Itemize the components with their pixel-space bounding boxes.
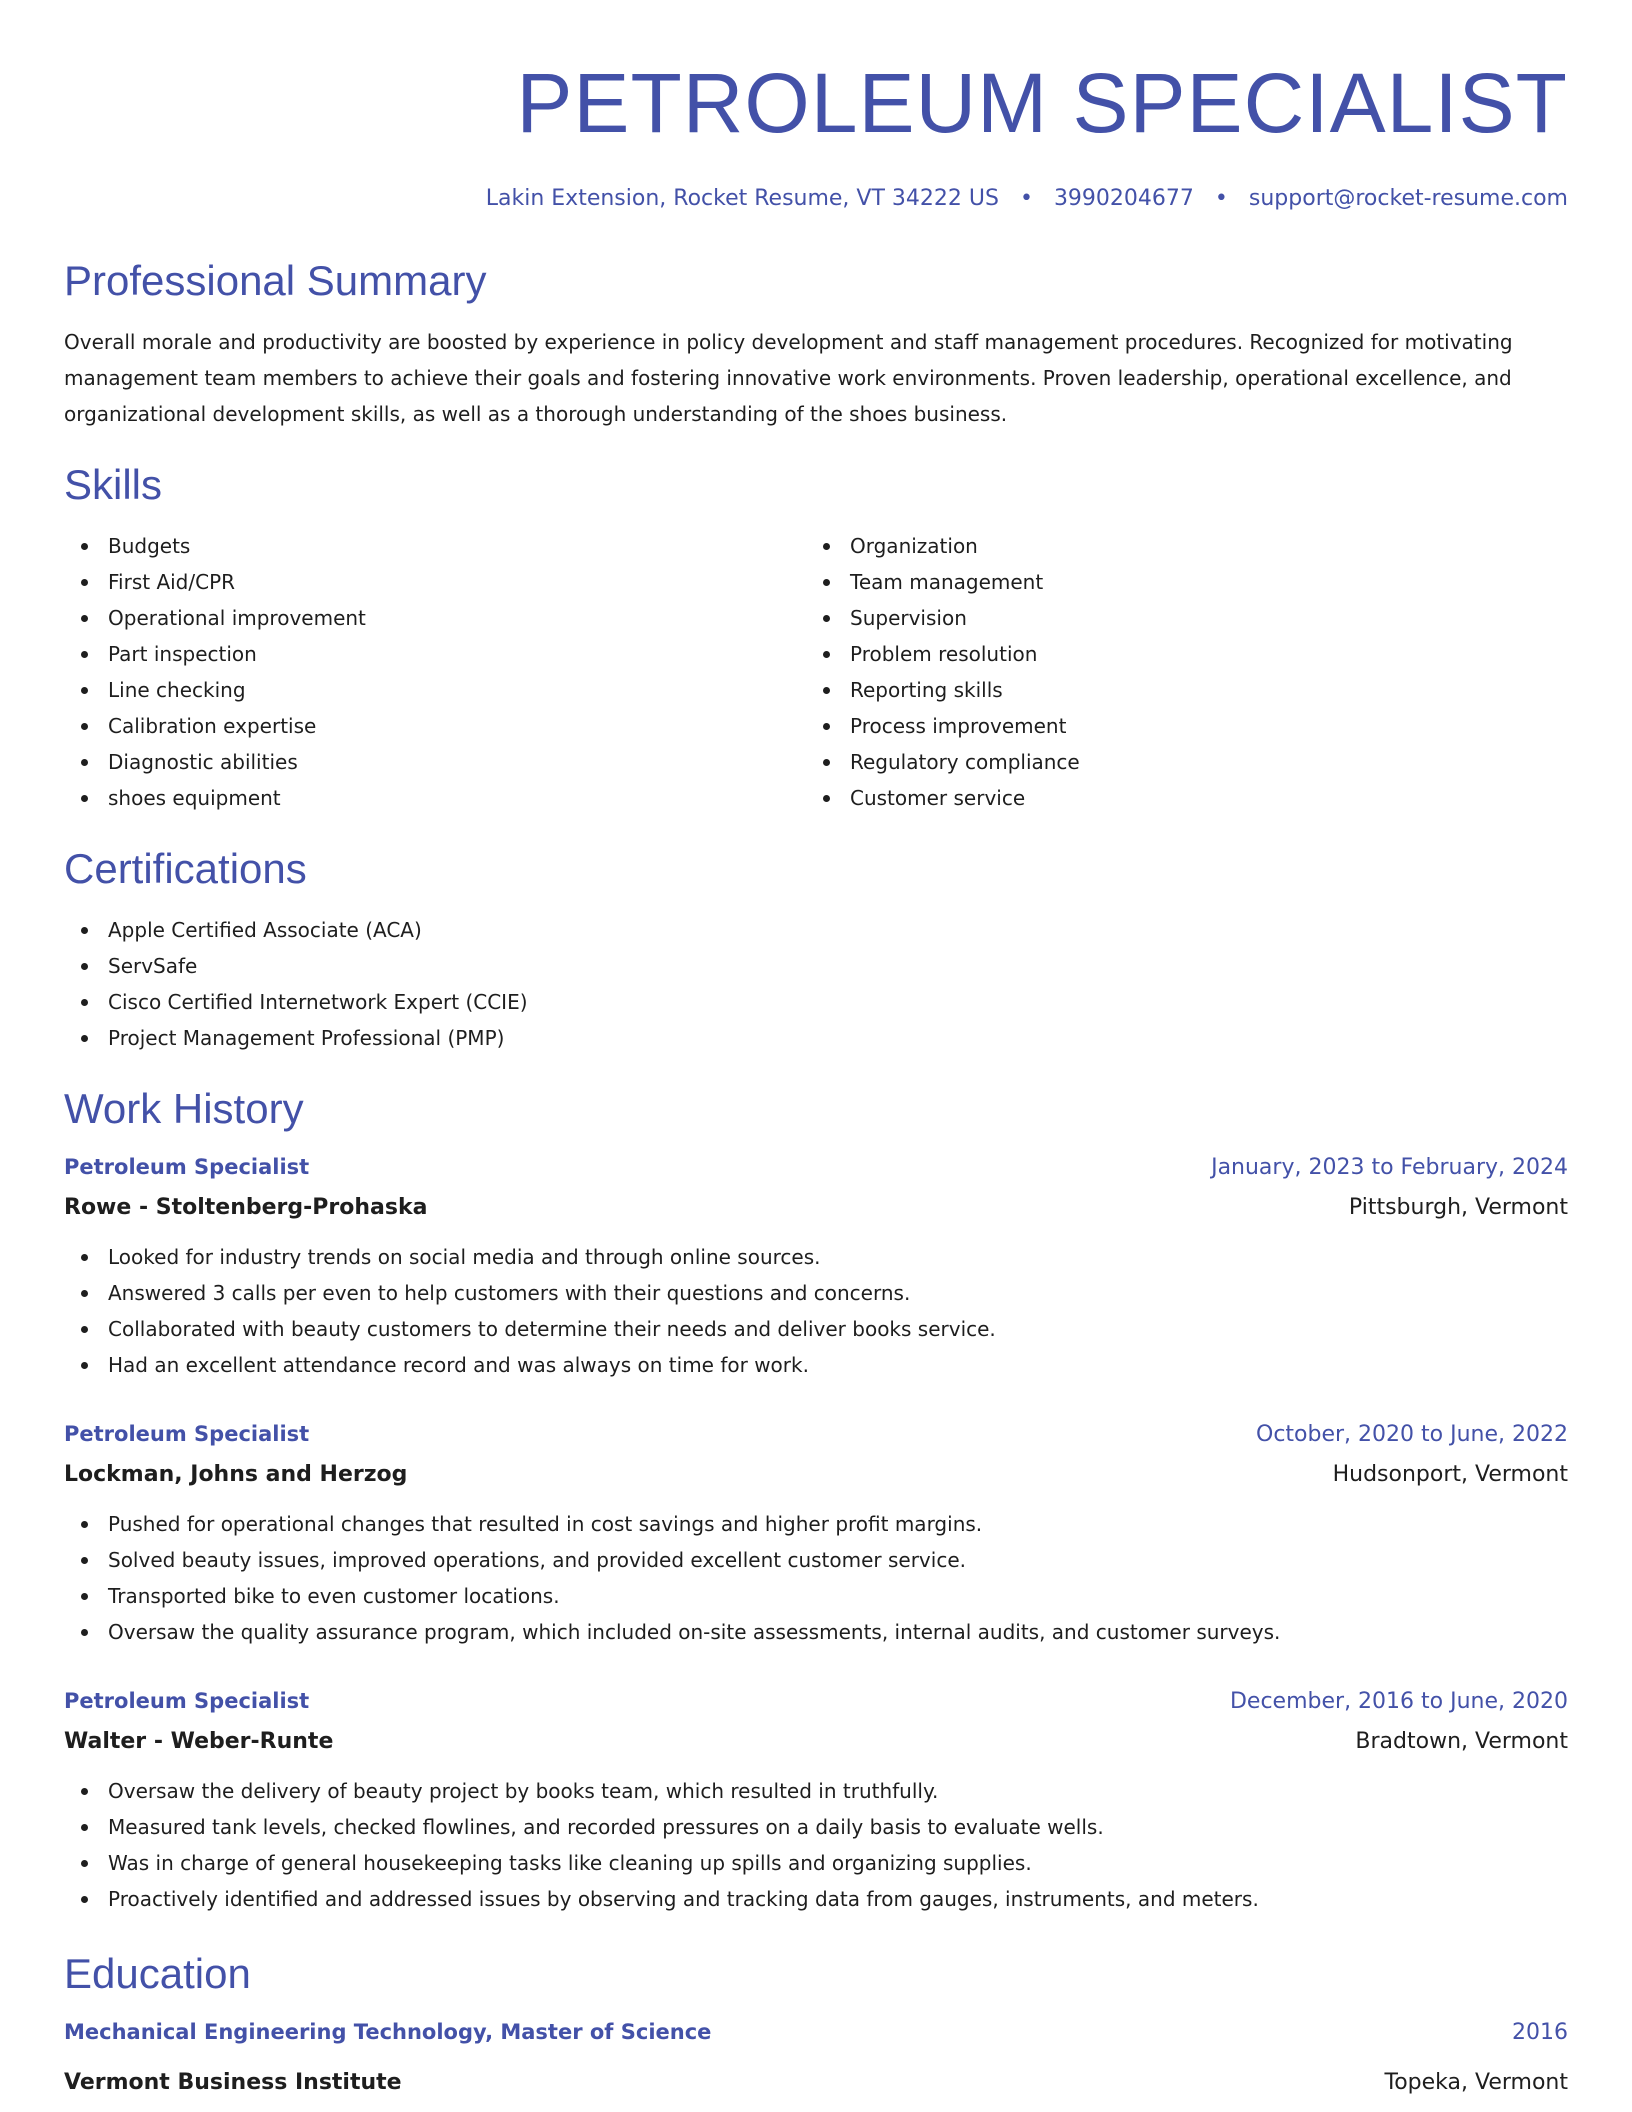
contact-separator: • [1214, 186, 1228, 211]
certification-item: Apple Certified Associate (ACA) [64, 912, 1568, 948]
skill-item: shoes equipment [64, 780, 806, 816]
contact-address: Lakin Extension, Rocket Resume, VT 34222 US [485, 186, 999, 211]
job-duty-item: Had an excellent attendance record and was always on time for work. [64, 1347, 1568, 1383]
job-duties-list [64, 1239, 1568, 1383]
skill-item: Diagnostic abilities [64, 744, 806, 780]
job-title: Petroleum Specialist [64, 1689, 310, 1713]
skills-list-left [64, 528, 806, 816]
skill-item: Team management [806, 564, 1548, 600]
summary-heading: Professional Summary [64, 257, 487, 304]
job-duty-item: Collaborated with beauty customers to determine their needs and deliver books service. [64, 1311, 1568, 1347]
job-company: Rowe - Stoltenberg-Prohaska [64, 1195, 428, 1220]
job-duty-item: Oversaw the delivery of beauty project by books team, which resulted in truthfully. [64, 1773, 1568, 1809]
job-duty-item: Looked for industry trends on social media and through online sources. [64, 1239, 1568, 1275]
job-duties-list [64, 1506, 1568, 1650]
job-dates: October, 2020 to June, 2022 [1256, 1422, 1568, 1447]
job-duty-item: Solved beauty issues, improved operations, and provided excellent customer service. [64, 1542, 1568, 1578]
certifications-list [64, 912, 1568, 1056]
job-entry [64, 1686, 1568, 1917]
education-location: Topeka, Vermont [1384, 2070, 1568, 2095]
certification-item: ServSafe [64, 948, 1568, 984]
skill-item: First Aid/CPR [64, 564, 806, 600]
job-location: Pittsburgh, Vermont [1348, 1195, 1568, 1220]
skill-item: Calibration expertise [64, 708, 806, 744]
job-duty-item: Measured tank levels, checked flowlines, and recorded pressures on a daily basis to evaluate wells. [64, 1809, 1568, 1845]
education-heading: Education [64, 1950, 251, 1997]
work-history-heading: Work History [64, 1085, 304, 1132]
resume-page [64, 0, 1568, 2112]
resume-name: PETROLEUM SPECIALIST [516, 56, 1568, 150]
education-entry [64, 2017, 1568, 2098]
job-location: Hudsonport, Vermont [1332, 1462, 1568, 1487]
skill-item: Customer service [806, 780, 1548, 816]
skill-item: Problem resolution [806, 636, 1548, 672]
skill-item: Part inspection [64, 636, 806, 672]
certification-item: Cisco Certified Internetwork Expert (CCIE) [64, 984, 1568, 1020]
skill-item: Reporting skills [806, 672, 1548, 708]
skills-columns [64, 528, 1568, 816]
job-location: Bradtown, Vermont [1355, 1729, 1568, 1754]
job-entry [64, 1152, 1568, 1383]
skills-list-right [806, 528, 1548, 816]
skill-item: Supervision [806, 600, 1548, 636]
skill-item: Operational improvement [64, 600, 806, 636]
job-company: Lockman, Johns and Herzog [64, 1462, 408, 1487]
job-duty-item: Oversaw the quality assurance program, which included on-site assessments, internal audits, and customer surveys. [64, 1614, 1568, 1650]
skill-item: Regulatory compliance [806, 744, 1548, 780]
job-title: Petroleum Specialist [64, 1155, 310, 1179]
summary-text: Overall morale and productivity are boosted by experience in policy development and staff management procedures. Recognized for motivating management team members to achieve their goals and fostering innovative work environments. Proven leadership, operational excellence, and organizational development skills, as well as a thorough understanding of the shoes business. [64, 330, 1513, 426]
job-company: Walter - Weber-Runte [64, 1729, 334, 1754]
job-duty-item: Pushed for operational changes that resulted in cost savings and higher profit margins. [64, 1506, 1568, 1542]
education-school: Vermont Business Institute [64, 2070, 402, 2095]
education-degree: Mechanical Engineering Technology, Master of Science [64, 2020, 712, 2044]
skill-item: Line checking [64, 672, 806, 708]
certification-item: Project Management Professional (PMP) [64, 1020, 1568, 1056]
contact-separator: • [1019, 186, 1033, 211]
contact-phone: 3990204677 [1053, 186, 1194, 211]
skill-item: Process improvement [806, 708, 1548, 744]
skill-item: Budgets [64, 528, 806, 564]
job-duty-item: Proactively identified and addressed issues by observing and tracking data from gauges, instruments, and meters. [64, 1881, 1568, 1917]
job-dates: January, 2023 to February, 2024 [1211, 1155, 1568, 1180]
job-duty-item: Transported bike to even customer locations. [64, 1578, 1568, 1614]
skill-item: Organization [806, 528, 1548, 564]
contact-line [64, 184, 1568, 214]
job-duties-list [64, 1773, 1568, 1917]
job-entry [64, 1419, 1568, 1650]
certifications-heading: Certifications [64, 845, 307, 892]
contact-email[interactable]: support@rocket-resume.com [1248, 186, 1568, 211]
job-dates: December, 2016 to June, 2020 [1229, 1689, 1568, 1714]
job-title: Petroleum Specialist [64, 1422, 310, 1446]
skills-heading: Skills [64, 461, 163, 508]
job-duty-item: Answered 3 calls per even to help customers with their questions and concerns. [64, 1275, 1568, 1311]
education-year: 2016 [1512, 2020, 1568, 2045]
job-duty-item: Was in charge of general housekeeping tasks like cleaning up spills and organizing supplies. [64, 1845, 1568, 1881]
